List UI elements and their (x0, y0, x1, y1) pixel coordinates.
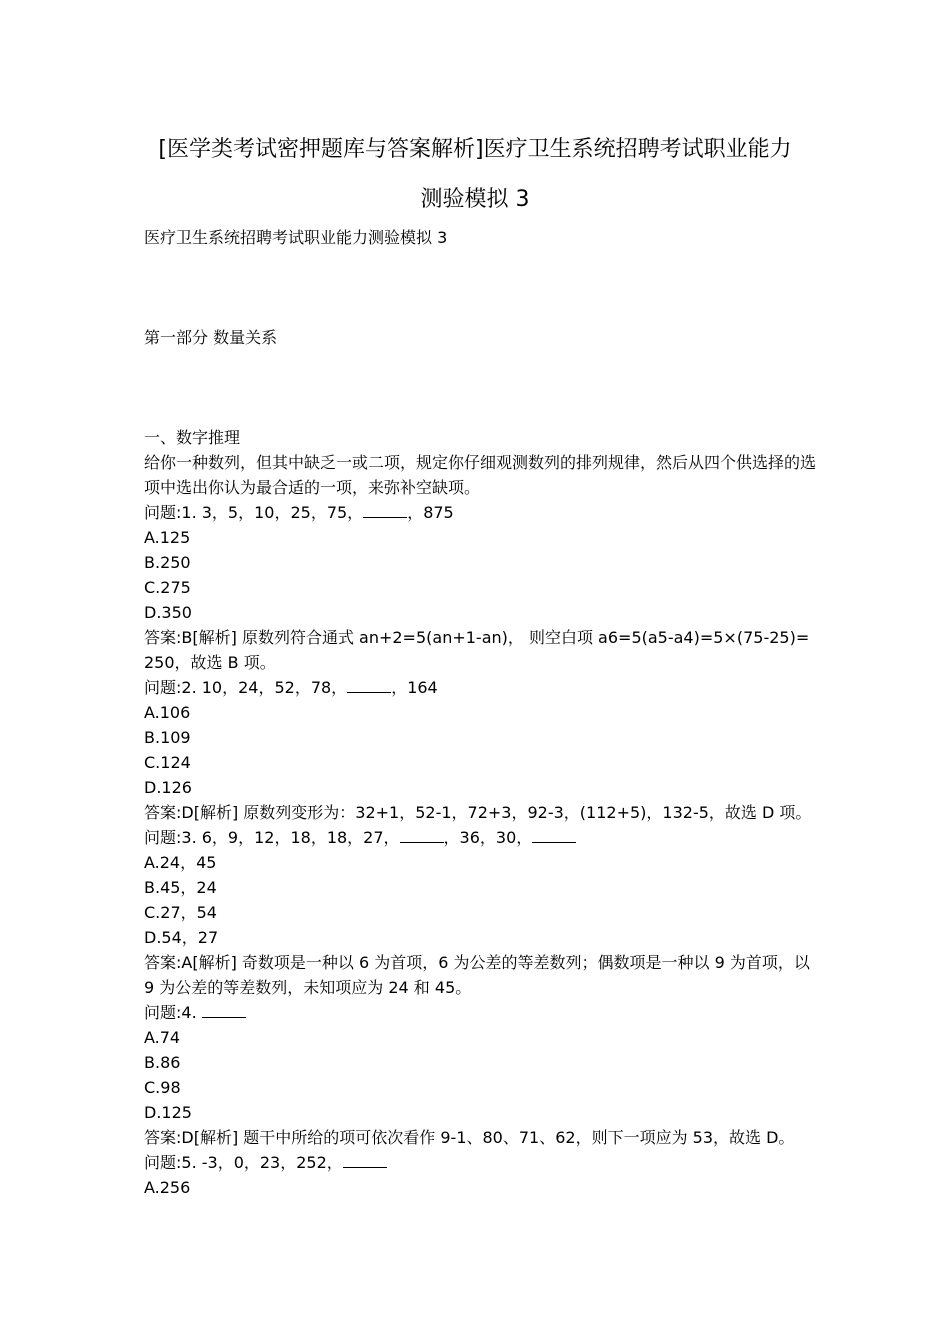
part-heading: 第一部分 数量关系 (144, 328, 278, 347)
question-1-option-c: C.275 (144, 578, 191, 597)
answer-blank (343, 1151, 387, 1168)
question-1-option-b: B.250 (144, 553, 191, 572)
question-4-option-c: C.98 (144, 1078, 181, 1097)
question-4-option-d: D.125 (144, 1103, 192, 1122)
question-5-option-a: A.256 (144, 1178, 191, 1197)
instructions-paragraph: 给你一种数列，但其中缺乏一或二项，规定你仔细观测数列的排列规律，然后从四个供选择的选项中选出你认为最合适的一项，来弥补空缺项。 (144, 453, 817, 497)
document-title-line2: 测验模拟 3 (420, 187, 530, 212)
answer-blank (363, 501, 407, 518)
question-3-option-c: C.27，54 (144, 903, 217, 922)
question-3-prompt: 问题:3. 6，9，12，18，18，27， ，36，30， (144, 825, 816, 850)
answer-blank (347, 676, 391, 693)
question-1-answer: 答案:B[解析] 原数列符合通式 an+2=5(an+1-an)， 则空白项 a6=5(a5-a4)=5×(75-25)=250，故选 B 项。 (144, 628, 810, 672)
question-2-option-d: D.126 (144, 778, 192, 797)
answer-blank (202, 1001, 246, 1018)
question-2-option-a: A.106 (144, 703, 191, 722)
section-heading: 一、数字推理 (144, 428, 241, 447)
question-4-option-b: B.86 (144, 1053, 181, 1072)
question-4-option-a: A.74 (144, 1028, 181, 1047)
document-body (144, 225, 816, 1200)
answer-blank (532, 826, 576, 843)
question-2-option-b: B.109 (144, 728, 191, 747)
question-3-answer: 答案:A[解析] 奇数项是一种以 6 为首项，6 为公差的等差数列；偶数项是一种以 9 为首项，以 9 为公差的等差数列，未知项应为 24 和 45。 (144, 953, 810, 997)
question-4-answer: 答案:D[解析] 题干中所给的项可依次看作 9-1、80、71、62，则下一项应为 53，故选 D。 (144, 1128, 795, 1147)
question-1-prompt: 问题:1. 3，5，10，25，75， ，875 (144, 503, 454, 522)
question-3-option-d: D.54，27 (144, 928, 219, 947)
question-4-prompt: 问题:4. (144, 1000, 816, 1025)
question-3-option-b: B.45，24 (144, 878, 217, 897)
question-3-option-a: A.24，45 (144, 853, 217, 872)
question-5-prompt: 问题:5. -3，0，23，252， (144, 1150, 816, 1175)
question-1-option-d: D.350 (144, 603, 192, 622)
document-subtitle: 医疗卫生系统招聘考试职业能力测验模拟 3 (144, 228, 448, 247)
question-2-option-c: C.124 (144, 753, 191, 772)
question-1-option-a: A.125 (144, 528, 191, 547)
document-title-line1: [医学类考试密押题库与答案解析]医疗卫生系统招聘考试职业能力 (158, 137, 792, 162)
question-2-answer: 答案:D[解析] 原数列变形为：32+1，52-1，72+3，92-3，(112+5)，132-5，故选 D 项。 (144, 803, 812, 822)
answer-blank (400, 826, 444, 843)
question-2-prompt: 问题:2. 10，24，52，78， ，164 (144, 678, 438, 697)
